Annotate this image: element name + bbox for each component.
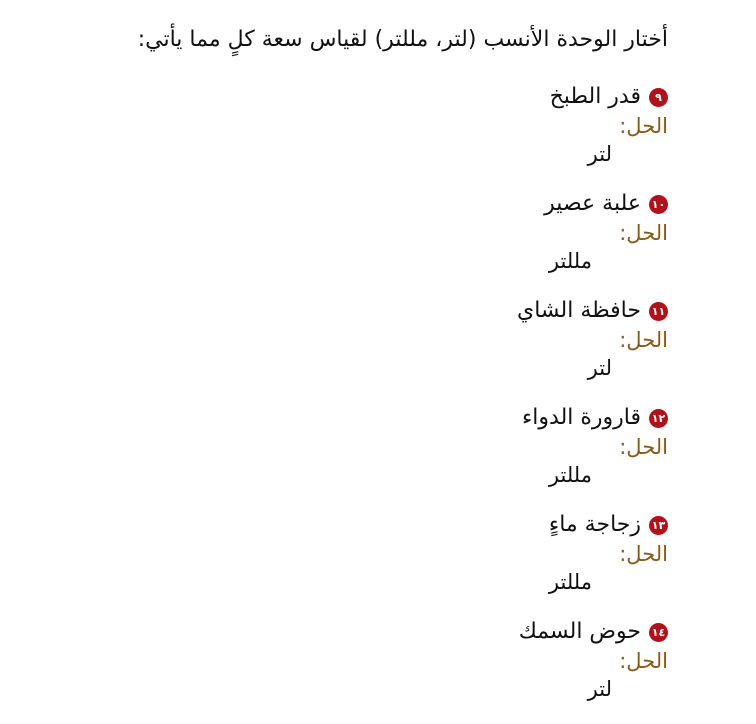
question-item-text: زجاجة ماءٍ: [548, 512, 641, 537]
question-line: [68, 296, 668, 326]
question-line: [68, 403, 668, 433]
question-item: [68, 296, 668, 403]
solution-label: الحل:: [619, 542, 668, 566]
question-line: [68, 510, 668, 540]
exercise-content: [68, 22, 668, 724]
question-item-text: حوض السمك: [518, 619, 641, 644]
solution-label: الحل:: [619, 328, 668, 352]
question-item: [68, 617, 668, 724]
question-item: [68, 82, 668, 189]
answer-text: لتر: [587, 142, 612, 166]
answer-text: لتر: [587, 356, 612, 380]
question-item-text: حافظة الشاي: [516, 298, 641, 323]
solution-label: الحل:: [619, 114, 668, 138]
question-item: [68, 403, 668, 510]
question-number-badge: ١٤: [649, 623, 668, 642]
question-item: [68, 189, 668, 296]
question-item: [68, 510, 668, 617]
answer-text: مللتر: [548, 463, 592, 487]
question-number-badge: ١٠: [649, 195, 668, 214]
solution-label: الحل:: [619, 435, 668, 459]
answer-text: مللتر: [548, 249, 592, 273]
question-item-text: قدر الطبخ: [549, 84, 641, 109]
solution-label: الحل:: [619, 649, 668, 673]
question-number-badge: ١١: [649, 302, 668, 321]
question-item-text: علبة عصير: [544, 191, 641, 216]
question-line: [68, 82, 668, 112]
question-number-badge: ٩: [649, 88, 668, 107]
instruction-text: أختار الوحدة الأنسب (لتر، مللتر) لقياس سعة كلٍ مما يأتي:: [137, 27, 668, 52]
solution-label: الحل:: [619, 221, 668, 245]
question-number-badge: ١٢: [649, 409, 668, 428]
answer-text: لتر: [587, 677, 612, 701]
question-line: [68, 189, 668, 219]
question-line: [68, 617, 668, 647]
question-number-badge: ١٣: [649, 516, 668, 535]
answer-text: مللتر: [548, 570, 592, 594]
question-item-text: قارورة الدواء: [521, 405, 641, 430]
